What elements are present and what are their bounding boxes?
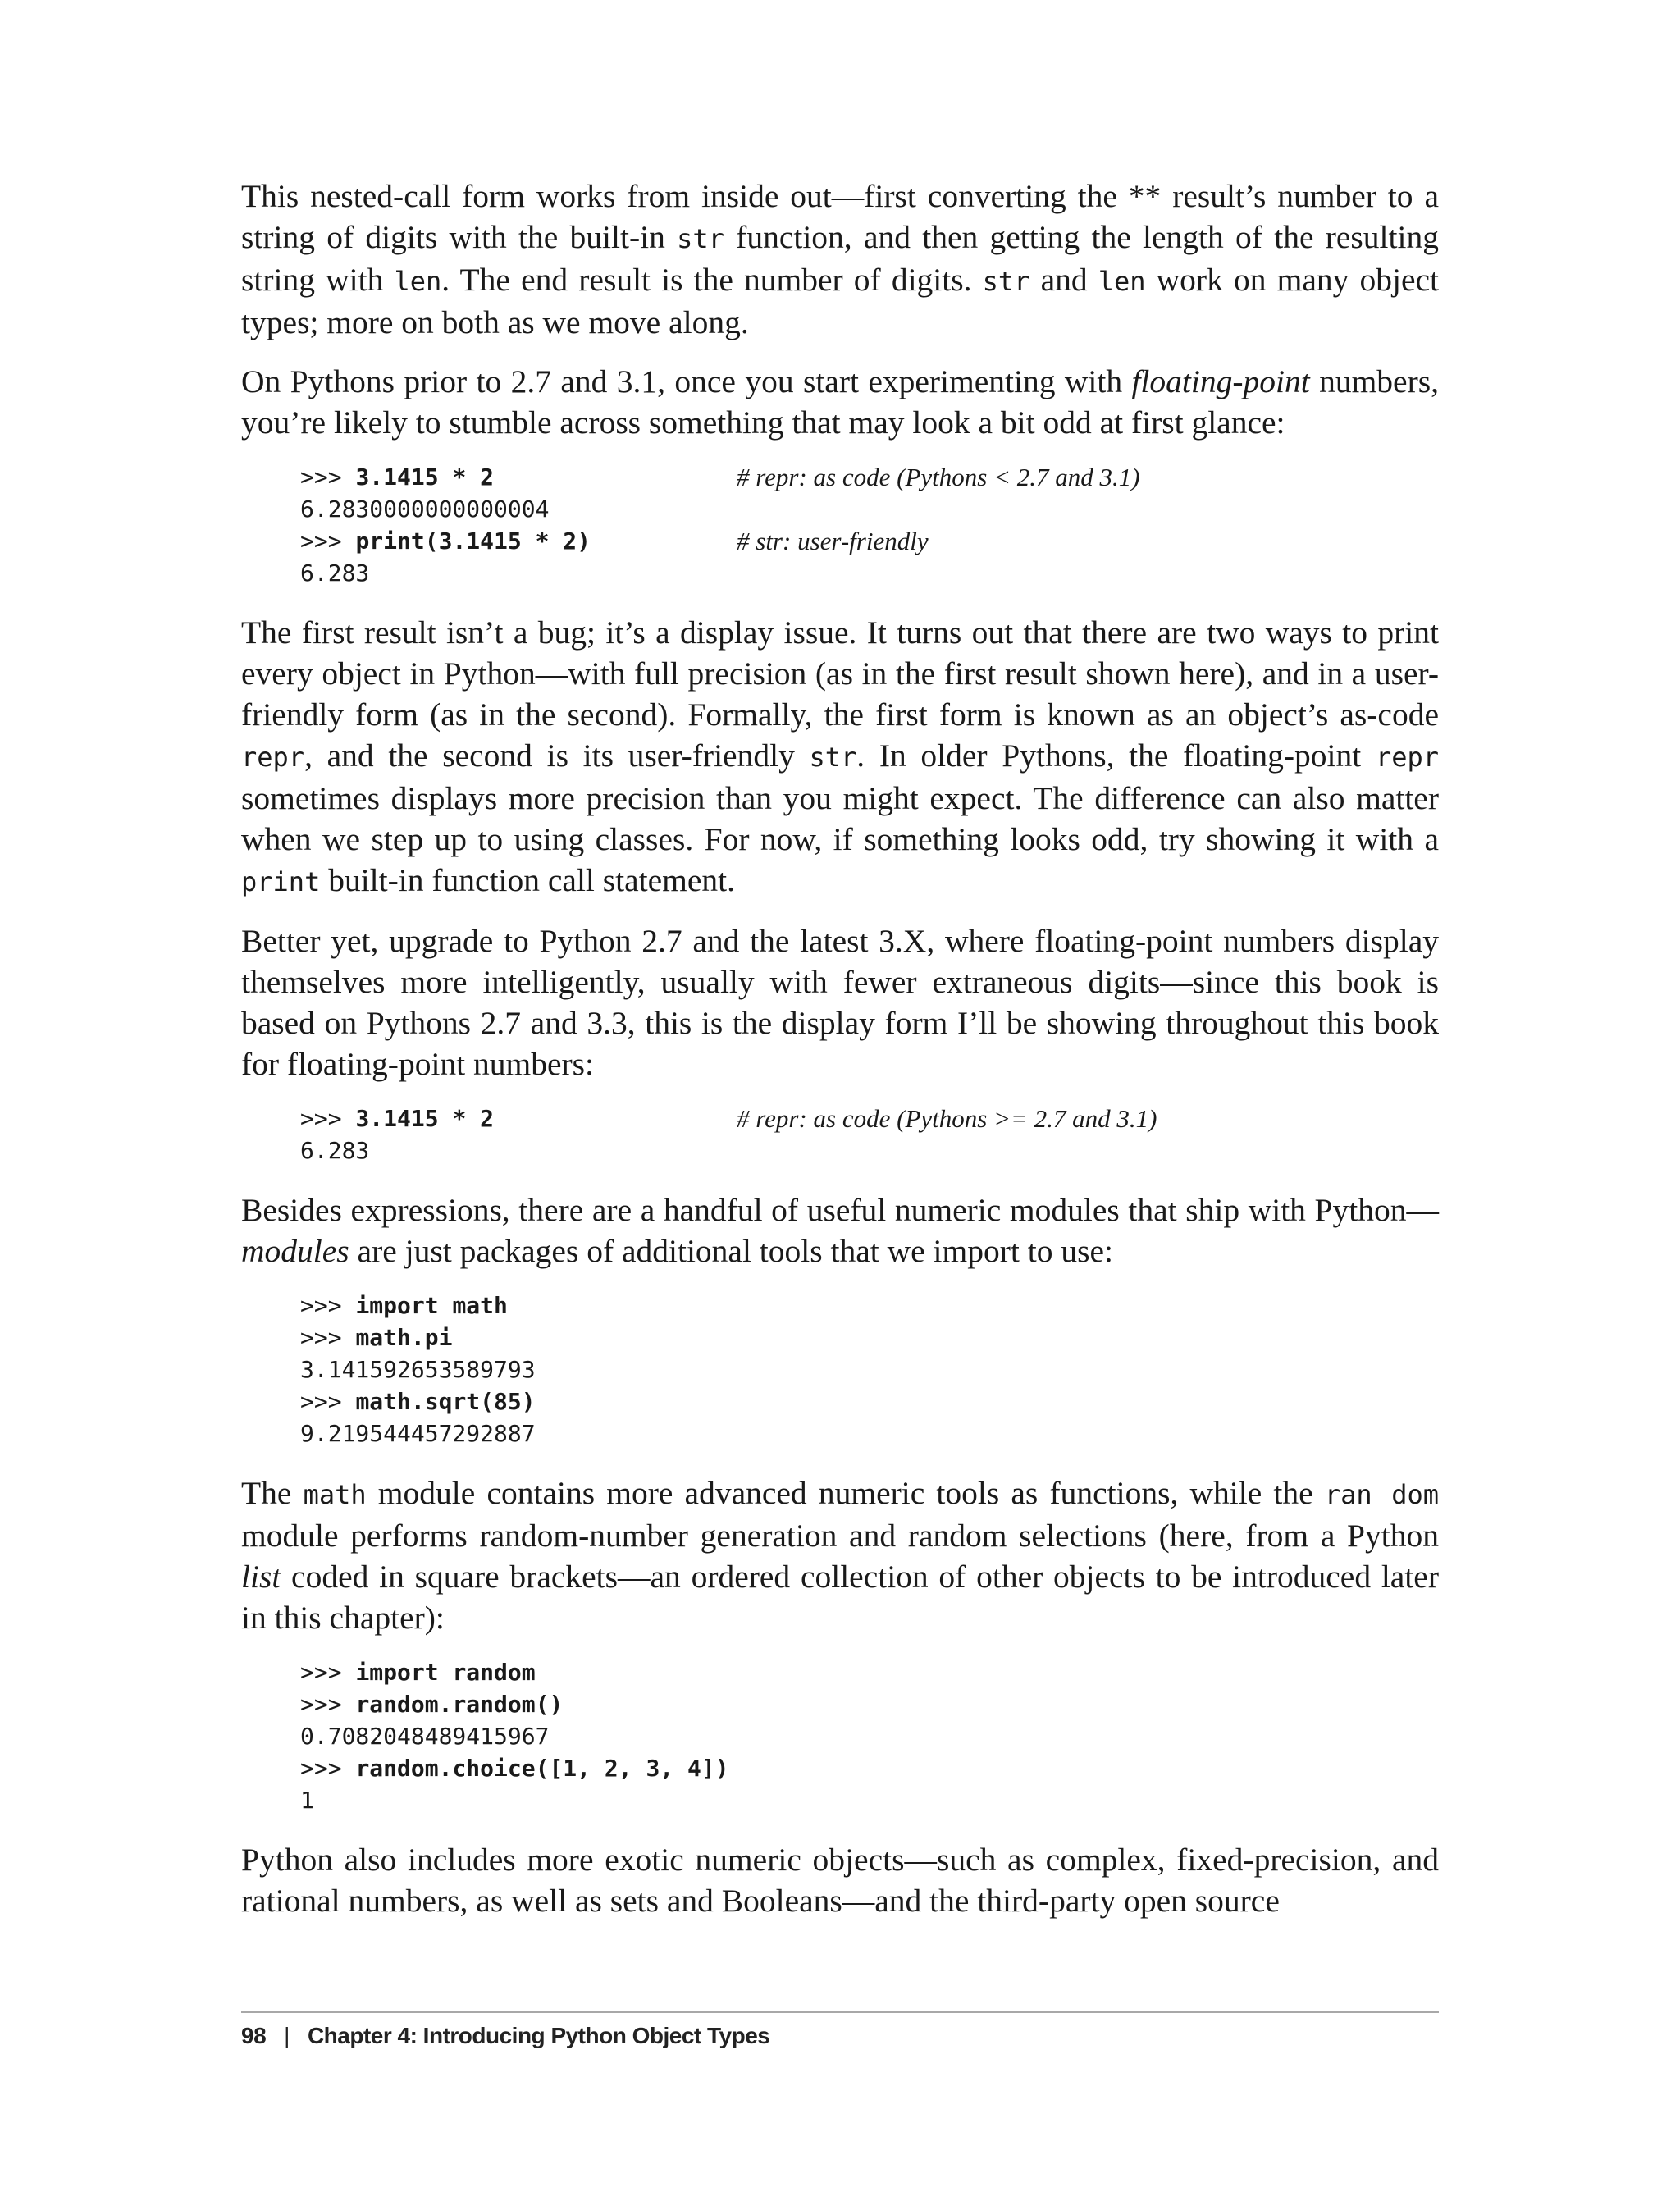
text-run: . The end result is the number of digits. bbox=[441, 262, 983, 298]
text-run: are just packages of additional tools that we import to use: bbox=[349, 1233, 1113, 1269]
code-output: 6.283 bbox=[300, 1137, 370, 1164]
code-line bbox=[300, 525, 1439, 557]
text-run: The first result isn’t a bug; it’s a display issue. It turns out that there are two ways to print every object in Python—with full precision (as in the first result shown here), and in a user-friendly form (as in the second). Formally, the first form is known as an object’s as-code bbox=[241, 614, 1439, 733]
emphasis-list: list bbox=[241, 1559, 281, 1595]
code-input: 3.1415 * 2 bbox=[355, 1105, 495, 1132]
code-input: 3.1415 * 2 bbox=[355, 463, 495, 491]
code-output: 6.2830000000000004 bbox=[300, 495, 550, 523]
text-run: coded in square brackets—an ordered collection of other objects to be introduced later in this chapter): bbox=[241, 1559, 1439, 1636]
page-body bbox=[241, 176, 1439, 1939]
inline-code-len: len bbox=[394, 266, 442, 297]
code-line bbox=[300, 1134, 1439, 1166]
code-line bbox=[300, 1688, 1439, 1720]
text-run: On Pythons prior to 2.7 and 3.1, once you start experimenting with bbox=[241, 363, 1132, 399]
page-footer bbox=[241, 2023, 769, 2049]
text-run: Better yet, upgrade to Python 2.7 and the latest 3.X, where floating-point numbers display themselves more intelligently, usually with fewer extraneous digits—since this book is based on Pythons 2.7 and 3.3, this is the display form I’ll be showing throughout this book for floating-point numbers: bbox=[241, 923, 1439, 1082]
code-output: 6.283 bbox=[300, 559, 370, 587]
inline-code-print: print bbox=[241, 866, 321, 897]
paragraph-floating-point bbox=[241, 361, 1439, 443]
code-comment: # str: user-friendly bbox=[737, 527, 929, 555]
inline-code-str: str bbox=[982, 266, 1030, 297]
text-run: module performs random-number generation and random selections (here, from a Python bbox=[241, 1518, 1439, 1554]
text-run: function, and then getting the length of the resulting string with bbox=[241, 219, 1439, 298]
code-line bbox=[300, 493, 1439, 525]
code-line bbox=[300, 1784, 1439, 1816]
code-prompt: >>> bbox=[300, 1755, 356, 1782]
inline-code-math: math bbox=[303, 1479, 367, 1510]
code-prompt: >>> bbox=[300, 1388, 356, 1415]
code-prompt: >>> bbox=[300, 527, 356, 555]
code-prompt: >>> bbox=[300, 1292, 356, 1319]
footer-separator: | bbox=[284, 2023, 290, 2048]
code-block-random bbox=[300, 1656, 1439, 1816]
code-input: import random bbox=[355, 1659, 536, 1686]
code-input: print(3.1415 * 2) bbox=[355, 527, 591, 555]
emphasis-modules: modules bbox=[241, 1233, 349, 1269]
code-comment: # repr: as code (Pythons >= 2.7 and 3.1) bbox=[737, 1104, 1157, 1133]
code-line bbox=[300, 1322, 1439, 1354]
text-run: work on many object types; more on both as we move along. bbox=[241, 262, 1439, 340]
code-input: math.pi bbox=[355, 1324, 453, 1351]
code-prompt: >>> bbox=[300, 1105, 356, 1132]
code-input: math.sqrt(85) bbox=[355, 1388, 536, 1415]
code-output: 1 bbox=[300, 1787, 314, 1814]
code-block-repr-old bbox=[300, 461, 1439, 589]
code-line bbox=[300, 1102, 1439, 1134]
paragraph-math-random bbox=[241, 1472, 1439, 1638]
inline-code-random: ran dom bbox=[1324, 1479, 1439, 1510]
code-line bbox=[300, 1290, 1439, 1322]
code-prompt: >>> bbox=[300, 1324, 356, 1351]
code-input: random.choice([1, 2, 3, 4]) bbox=[355, 1755, 729, 1782]
code-line bbox=[300, 461, 1439, 493]
footer-divider bbox=[241, 2011, 1439, 2013]
code-line bbox=[300, 1354, 1439, 1386]
code-input: import math bbox=[355, 1292, 508, 1319]
code-line bbox=[300, 557, 1439, 589]
inline-code-len: len bbox=[1098, 266, 1146, 297]
text-run: built-in function call statement. bbox=[320, 862, 736, 898]
text-run: numbers, you’re likely to stumble across something that may look a bit odd at first glance: bbox=[241, 363, 1439, 441]
code-output: 0.7082048489415967 bbox=[300, 1723, 550, 1750]
text-run: sometimes displays more precision than you might expect. The difference can also matter when we step up to using classes. For now, if something looks odd, try showing it with a bbox=[241, 780, 1439, 857]
text-run: This nested-call form works from inside out—first converting the ** result’s number to a string of digits with the built-in bbox=[241, 178, 1439, 255]
code-prompt: >>> bbox=[300, 463, 356, 491]
code-line bbox=[300, 1418, 1439, 1449]
inline-code-repr: repr bbox=[241, 742, 305, 773]
inline-code-str: str bbox=[677, 223, 724, 254]
text-run: Python also includes more exotic numeric objects—such as complex, fixed-precision, and rational numbers, as well as sets and Booleans—and the third-party open source bbox=[241, 1842, 1439, 1919]
text-run: module contains more advanced numeric tools as functions, while the bbox=[366, 1475, 1325, 1511]
code-comment: # repr: as code (Pythons < 2.7 and 3.1) bbox=[737, 463, 1140, 491]
paragraph-exotic-numerics bbox=[241, 1839, 1439, 1921]
code-line bbox=[300, 1386, 1439, 1418]
page-number: 98 bbox=[241, 2023, 267, 2048]
text-run: , and the second is its user-friendly bbox=[304, 737, 810, 774]
paragraph-display-issue bbox=[241, 612, 1439, 902]
code-prompt: >>> bbox=[300, 1659, 356, 1686]
code-output: 3.141592653589793 bbox=[300, 1356, 536, 1383]
code-line bbox=[300, 1752, 1439, 1784]
inline-code-str: str bbox=[809, 742, 857, 773]
text-run: The bbox=[241, 1475, 304, 1511]
code-prompt: >>> bbox=[300, 1691, 356, 1718]
text-run: Besides expressions, there are a handful of useful numeric modules that ship with Python— bbox=[241, 1192, 1439, 1228]
paragraph-modules bbox=[241, 1189, 1439, 1271]
code-block-repr-new bbox=[300, 1102, 1439, 1166]
text-run: . In older Pythons, the floating-point bbox=[856, 737, 1376, 774]
text-run: and bbox=[1029, 262, 1098, 298]
code-line bbox=[300, 1656, 1439, 1688]
code-input: random.random() bbox=[355, 1691, 564, 1718]
code-block-math bbox=[300, 1290, 1439, 1449]
inline-code-repr: repr bbox=[1375, 742, 1439, 773]
emphasis-floating-point: floating-point bbox=[1131, 363, 1310, 399]
code-line bbox=[300, 1720, 1439, 1752]
code-output: 9.219544457292887 bbox=[300, 1420, 536, 1447]
paragraph-nested-call bbox=[241, 176, 1439, 343]
chapter-title: Chapter 4: Introducing Python Object Types bbox=[307, 2023, 770, 2048]
paragraph-upgrade bbox=[241, 920, 1439, 1084]
